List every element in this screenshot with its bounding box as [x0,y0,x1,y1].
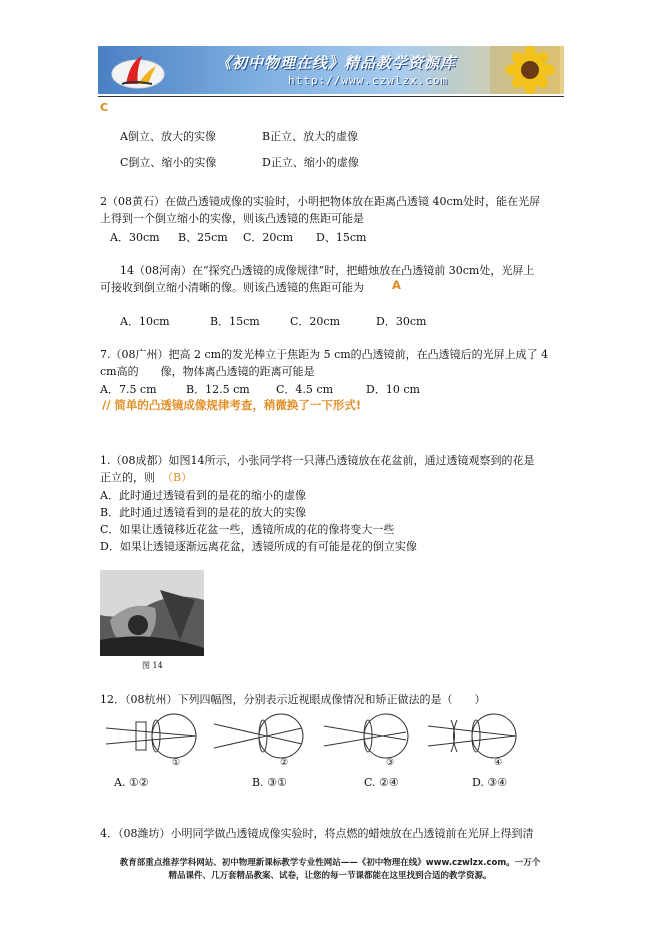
eye-label-3: ③ [386,758,395,768]
figure-14-caption: 图 14 [142,661,163,670]
sunflower-icon [490,46,560,94]
eye-diagram-2 [214,714,303,758]
option-c: C倒立、缩小的实像 [120,156,217,169]
q2-line2: 上得到一个倒立缩小的实像，则该凸透镜的焦距可能是 [100,212,364,225]
banner-title: 《初中物理在线》精品教学资源库 [216,54,457,72]
q14-option-d: D．30cm [376,315,427,328]
q7-line1: 7.（08广州）把高 2 cm的发光棒立于焦距为 5 cm的凸透镜前，在凸透镜后的光屏上成了 4 [100,348,549,361]
eye-label-1: ① [172,758,181,768]
q1-answer: （B） [162,471,193,484]
q14-option-a: A．10cm [120,315,170,328]
q14-option-c: C．20cm [290,315,341,328]
banner-url[interactable]: http://www.czwlzx.com [288,74,449,87]
q12-option-d: D. ③④ [472,776,508,789]
q2-option-b: B、25cm [178,231,228,244]
q2-option-c: C．20cm [243,231,294,244]
q14-option-b: B．15cm [210,315,260,328]
q7-option-a: A．7.5 cm [100,383,157,396]
option-d: D正立、缩小的虚像 [262,156,359,169]
q7-option-d: D．10 cm [366,383,420,396]
q4-line1: 4．（08潍坊）小明同学做凸透镜成像实验时，将点燃的蜡烛放在凸透镜前在光屏上得到清 [100,827,534,840]
q12-option-a: A. ①② [114,776,149,789]
q1-option-d: D．如果让透镜逐渐远离花盆，透镜所成的有可能是花的倒立实像 [100,540,417,553]
q2-option-d: D、15cm [316,231,367,244]
eye-label-2: ② [280,758,289,768]
option-b: B正立、放大的虚像 [262,130,359,143]
q2-option-a: A．30cm [110,231,160,244]
footer-line1: 教育部重点推荐学科网站、初中物理新课标教学专业性网站——《初中物理在线》www.czwlzx.com。一万个 [119,858,541,868]
q1-option-c: C．如果让透镜移近花盆一些，透镜所成的花的像将变大一些 [100,523,395,536]
q14-answer: A [392,278,401,292]
site-logo-icon [108,50,168,92]
q2-line1: 2（08黄石）在做凸透镜成像的实验时，小明把物体放在距离凸透镜 40cm处时，能在光屏 [100,195,541,208]
option-a: A倒立、放大的实像 [120,130,216,143]
eye-diagram-4 [428,714,516,758]
q14-line2: 可接收到倒立缩小清晰的像。则该凸透镜的焦距可能为 [100,281,364,294]
q14-line1: 14（08河南）在“探究凸透镜的成像规律”时，把蜡烛放在凸透镜前 30cm处，光屏上 [120,264,535,277]
eye-diagrams [106,710,526,774]
footer-line2: 精品课件、几万套精品教案、试卷，让您的每一节课都能在这里找到合适的教学资源。 [168,871,492,881]
figure-14-photo [100,570,204,656]
q1-option-a: A．此时通过透镜看到的是花的缩小的虚像 [100,489,306,502]
q7-line2: cm高的 像，物体离凸透镜的距离可能是 [100,365,315,378]
q7-comment: // 简单的凸透镜成像规律考查，稍微换了一下形式! [102,398,362,412]
q1-line2: 正立的，则 [100,471,155,484]
site-banner [98,46,564,94]
q12-line1: 12．（08杭州）下列四幅图，分别表示近视眼成像情况和矫正做法的是（ ） [100,693,486,706]
q1-line1: 1.（08成都）如图14所示，小张同学将一只薄凸透镜放在花盆前，通过透镜观察到的花是 [100,454,535,467]
eye-diagram-3 [324,714,408,758]
q7-option-b: B．12.5 cm [186,383,250,396]
q12-option-c: C. ②④ [364,776,399,789]
eye-diagram-1 [106,714,196,758]
q1-option-b: B．此时通过透镜看到的是花的放大的实像 [100,506,307,519]
answer-c: C [100,101,109,114]
eye-label-4: ④ [494,758,503,768]
q7-option-c: C．4.5 cm [276,383,333,396]
q12-option-b: B. ③① [252,776,287,789]
header-rule [98,96,564,97]
